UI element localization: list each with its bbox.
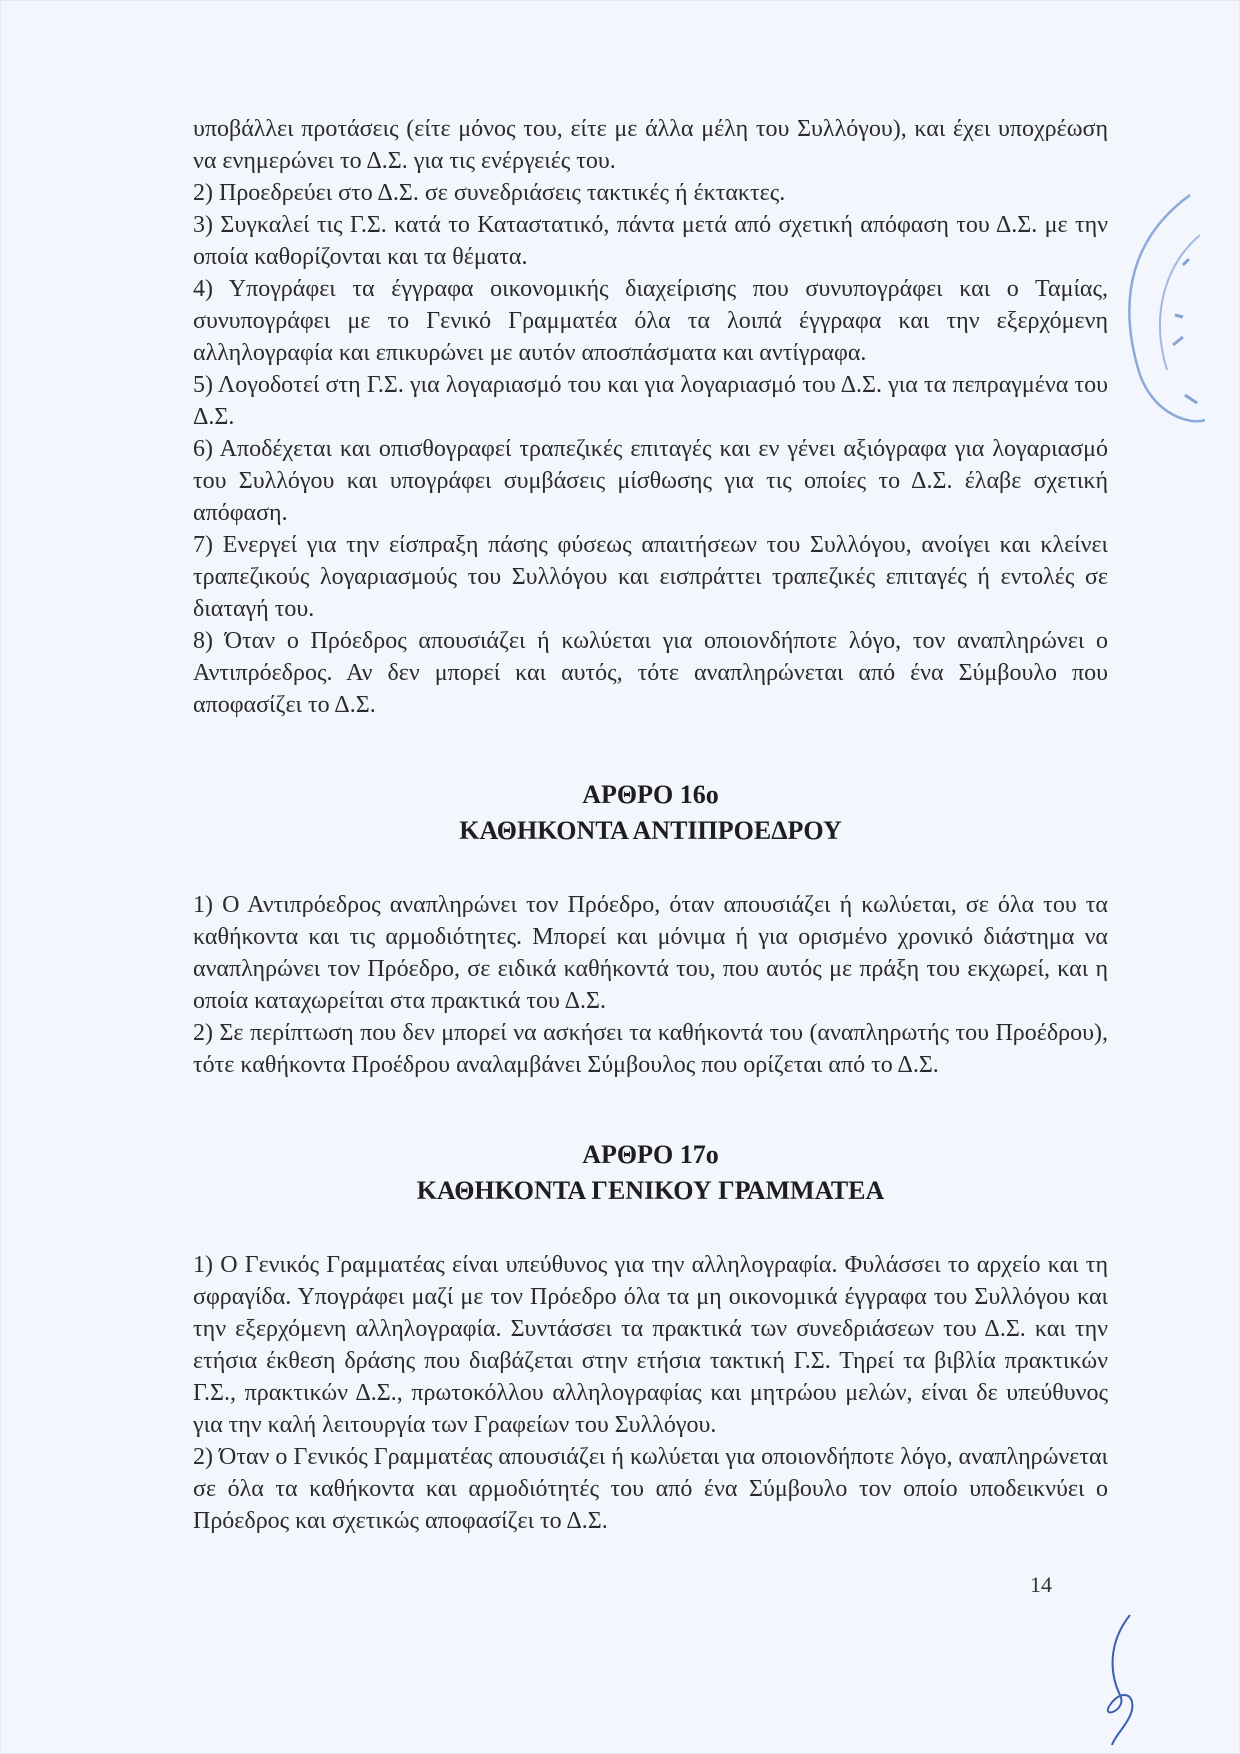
intro-paragraph: 8) Όταν ο Πρόεδρος απουσιάζει ή κωλύεται για οποιονδήποτε λόγο, τον αναπληρώνει ο Αντιπρόεδρος. Αν δεν μπορεί και αυτός, τότε αναπληρώνεται από ένα Σύμβουλο που αποφασίζει το Δ.Σ. (193, 628, 1108, 718)
signature-icon (1090, 1610, 1150, 1750)
intro-paragraph: 6) Αποδέχεται και οπισθογραφεί τραπεζικές επιταγές και εν γένει αξιόγραφα για λογαριασμό του Συλλόγου και υπογράφει συμβάσεις μίσθωσης για τις οποίες το Δ.Σ. έλαβε σχετική απόφαση. (193, 436, 1108, 526)
intro-paragraph: 3) Συγκαλεί τις Γ.Σ. κατά το Καταστατικό, πάντα μετά από σχετική απόφαση του Δ.Σ. με την οποία καθορίζονται και τα θέματα. (193, 212, 1108, 270)
intro-paragraph: 4) Υπογράφει τα έγγραφα οικονομικής διαχείρισης που συνυπογράφει και ο Ταμίας, συνυπογράφει με το Γενικό Γραμματέα όλα τα λοιπά έγγραφα και την εξερχόμενη αλληλογραφία και επικυρώνει με αυτόν αποσπάσματα και αντίγραφα. (193, 276, 1108, 366)
intro-paragraph: 5) Λογοδοτεί στη Γ.Σ. για λογαριασμό του και για λογαριασμό του Δ.Σ. για τα πεπραγμένα του Δ.Σ. (193, 372, 1108, 430)
stamp-icon (1095, 175, 1205, 435)
article-17-paragraph: 1) Ο Γενικός Γραμματέας είναι υπεύθυνος για την αλληλογραφία. Φυλάσσει το αρχείο και τη σφραγίδα. Υπογράφει μαζί με τον Πρόεδρο όλα τα μη οικονομικά έγγραφα του Συλλόγου και την εξερχόμενη αλληλογραφία. Συντάσσει τα πρακτικά των συνεδριάσεων του Δ.Σ. και την ετήσια έκθεση δράσης που διαβάζεται στην ετήσια τακτική Γ.Σ. Τηρεί τα βιβλία πρακτικών Γ.Σ., πρακτικών Δ.Σ., πρωτοκόλλου αλληλογραφίας και μητρώου μελών, είναι δε υπεύθυνος για την καλή λειτουργία των Γραφείων του Συλλόγου. (193, 1252, 1108, 1438)
page-number: 14 (1030, 1572, 1052, 1597)
article-17-subtitle: ΚΑΘΗΚΟΝΤΑ ΓΕΝΙΚΟΥ ΓΡΑΜΜΑΤΕΑ (416, 1176, 885, 1205)
article-16-title: ΑΡΘΡΟ 16ο (582, 780, 719, 809)
article-17-paragraph: 2) Όταν ο Γενικός Γραμματέας απουσιάζει ή κωλύεται για οποιονδήποτε λόγο, αναπληρώνεται σε όλα τα καθήκοντα και αρμοδιότητές του από ένα Σύμβουλο τον οποίο υποδεικνύει ο Πρόεδρος και σχετικώς αποφασίζει το Δ.Σ. (193, 1444, 1108, 1534)
intro-paragraph: υποβάλλει προτάσεις (είτε μόνος του, είτε με άλλα μέλη του Συλλόγου), και έχει υποχρέωση να ενημερώνει το Δ.Σ. για τις ενέργειές του. (193, 116, 1108, 174)
article-16-heading (193, 777, 1108, 849)
article-17-heading (193, 1137, 1108, 1209)
article-16-body (193, 889, 1108, 1081)
document-body (193, 113, 1108, 1537)
article-16-paragraph: 2) Σε περίπτωση που δεν μπορεί να ασκήσει τα καθήκοντά του (αναπληρωτής του Προέδρου), τότε καθήκοντα Προέδρου αναλαμβάνει Σύμβουλος που ορίζεται από το Δ.Σ. (193, 1020, 1108, 1078)
article-16-subtitle: ΚΑΘΗΚΟΝΤΑ ΑΝΤΙΠΡΟΕΔΡΟΥ (459, 816, 842, 845)
intro-paragraph: 2) Προεδρεύει στο Δ.Σ. σε συνεδριάσεις τακτικές ή έκτακτες. (193, 180, 786, 206)
intro-paragraph: 7) Ενεργεί για την είσπραξη πάσης φύσεως απαιτήσεων του Συλλόγου, ανοίγει και κλείνει τραπεζικούς λογαριασμούς του Συλλόγου και εισπράττει τραπεζικές επιταγές ή εντολές σε διαταγή του. (193, 532, 1108, 622)
article-17-body (193, 1249, 1108, 1537)
article-17-title: ΑΡΘΡΟ 17ο (582, 1140, 719, 1169)
intro-section (193, 113, 1108, 721)
article-16-paragraph: 1) Ο Αντιπρόεδρος αναπληρώνει τον Πρόεδρο, όταν απουσιάζει ή κωλύεται, σε όλα του τα καθήκοντα και τις αρμοδιότητες. Μπορεί και μόνιμα ή για ορισμένο χρονικό διάστημα να αναπληρώνει τον Πρόεδρο, σε ειδικά καθήκοντά του, που αυτός με πράξη του εκχωρεί, και η οποία καταχωρείται στα πρακτικά του Δ.Σ. (193, 892, 1108, 1014)
